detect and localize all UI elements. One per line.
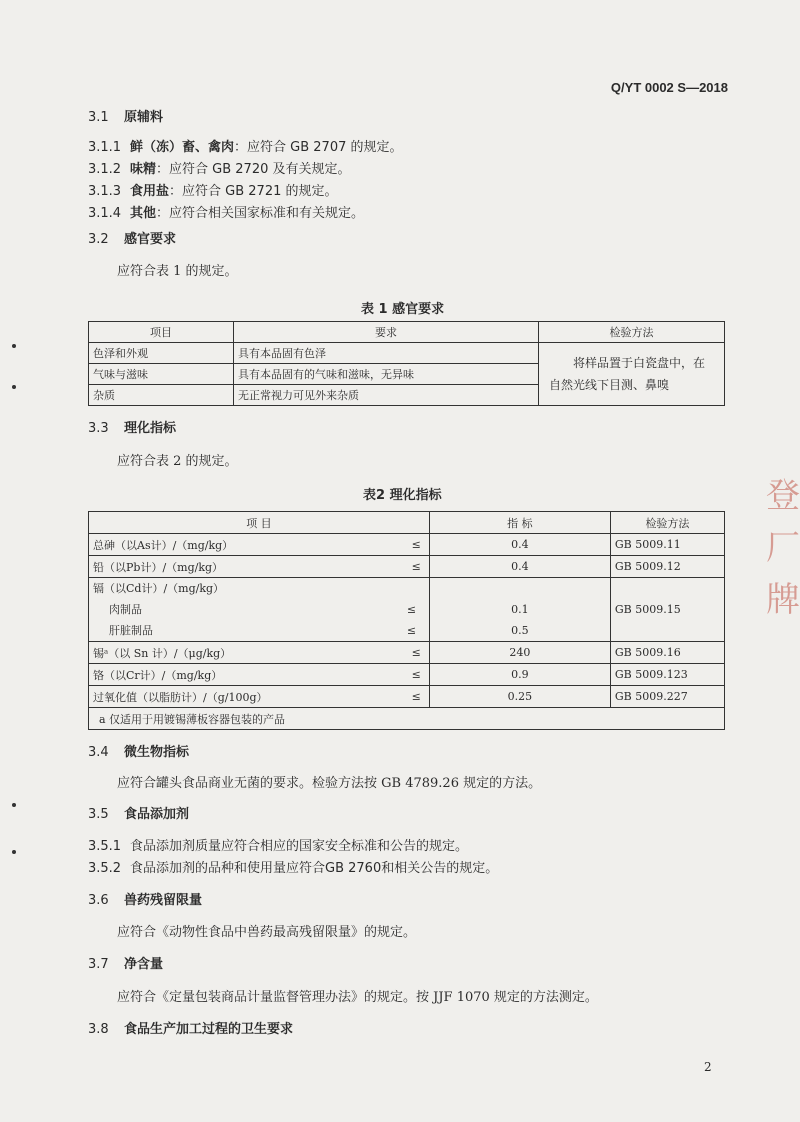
section-text: ：应符合相关国家标准和有关规定。 [156,206,365,221]
section-text: ：应符合 GB 2721 的规定。 [169,184,338,199]
section-3-5-heading [88,803,189,822]
section-number: 3.1.1 [88,140,122,155]
section-3-3-text: 应符合表 2 的规定。 [117,454,238,469]
section-title: 微生物指标 [124,745,190,760]
table-cell-method: GB 5009.12 [610,556,724,578]
table-cell-le: ≤ [403,664,430,686]
table-cell-method: GB 5009.123 [610,664,724,686]
table-row [89,343,725,364]
table-header-row [89,322,725,343]
table-cell-item: 杂质 [89,385,234,406]
table-row [89,686,725,708]
table-row [89,664,725,686]
sensory-table [88,321,725,406]
table-cell-le: ≤ [403,642,430,664]
section-number: 3.7 [88,957,109,972]
section-3-6-heading [88,889,202,908]
table-row [89,642,725,664]
section-3-1-4 [88,202,364,221]
section-number: 3.8 [88,1022,109,1037]
table-header: 检验方法 [539,322,725,343]
section-3-2-text: 应符合表 1 的规定。 [117,264,238,279]
red-seal-stamp [766,470,800,626]
binding-hole-mark [12,803,16,807]
section-title: 其他 [130,206,157,221]
section-3-4-heading [88,741,189,760]
section-title: 感官要求 [124,232,177,247]
section-3-3-heading [88,417,176,436]
section-3-7-text: 应符合《定量包装商品计量监督管理办法》的规定。按 JJF 1070 规定的方法测定。 [117,990,598,1005]
section-number: 3.1.4 [88,206,122,221]
section-number: 3.3 [88,421,109,436]
table-cell-cadmium-values [429,578,610,642]
table-cell-item: 铬（以Cr计）/（mg/kg） [89,664,403,686]
section-title: 鲜（冻）畜、禽肉 [130,140,235,155]
section-title: 净含量 [124,957,164,972]
section-3-5-1 [88,835,468,854]
table-cell-value: 0.25 [429,686,610,708]
table-cell-method: GB 5009.11 [610,534,724,556]
table-header: 项目 [89,322,234,343]
section-3-1-3 [88,180,338,199]
physicochemical-table [88,511,725,730]
table-cell-value: 0.4 [429,534,610,556]
cadmium-sub-liver [89,620,429,641]
table-cell-method: GB 5009.16 [610,642,724,664]
table-cell-method: GB 5009.227 [610,686,724,708]
section-title: 理化指标 [124,421,177,436]
table-cell-le: ≤ [403,534,430,556]
table-header: 项 目 [89,512,430,534]
table2-caption: 表2 理化指标 [363,488,442,503]
table-cell-requirement: 具有本品固有的气味和滋味，无异味 [234,364,539,385]
section-text: ：应符合 GB 2720 及有关规定。 [156,162,351,177]
section-title: 食品添加剂 [124,807,190,822]
section-3-7-heading [88,953,163,972]
section-number: 3.5 [88,807,109,822]
section-3-4-text: 应符合罐头食品商业无菌的要求。检验方法按 GB 4789.26 规定的方法。 [117,776,542,791]
section-number: 3.2 [88,232,109,247]
section-3-5-2 [88,857,498,876]
table-cell-requirement: 无正常视力可见外来杂质 [234,385,539,406]
sub-item: 肝脏制品 [109,624,153,637]
section-3-2-heading [88,228,176,247]
table-cell-value: 0.9 [429,664,610,686]
section-number: 3.6 [88,893,109,908]
value-meat: 0.1 [511,603,529,616]
table-cell-requirement: 具有本品固有色泽 [234,343,539,364]
binding-hole-mark [12,344,16,348]
section-title: 味精 [130,162,157,177]
section-title: 食用盐 [130,184,170,199]
section-number: 3.4 [88,745,109,760]
value-liver: 0.5 [511,624,529,637]
sub-item: 肉制品 [109,603,142,616]
table-cell-item: 总砷（以As计）/（mg/kg） [89,534,403,556]
section-text: 食品添加剂的品种和使用量应符合GB 2760和相关公告的规定。 [130,861,499,876]
section-3-1-1 [88,136,403,155]
section-number: 3.1.3 [88,184,122,199]
table-footnote-row [89,708,725,730]
sub-le: ≤ [406,603,417,616]
section-number: 3.1 [88,110,109,125]
table-footnote: a 仅适用于用镀锡薄板容器包装的产品 [89,708,725,730]
table-cell-item: 锡ᵃ（以 Sn 计）/（μg/kg） [89,642,403,664]
page-number: 2 [704,1060,712,1074]
section-title: 食品生产加工过程的卫生要求 [124,1022,294,1037]
table-cell-item: 色泽和外观 [89,343,234,364]
table-cell-value: 0.4 [429,556,610,578]
table1-caption: 表 1 感官要求 [361,302,445,317]
binding-hole-mark [12,850,16,854]
table-row-cadmium [89,578,725,642]
table-cell-item: 过氧化值（以脂肪计）/（g/100g） [89,686,403,708]
sub-le: ≤ [406,624,417,637]
table-cell-cadmium [89,578,430,642]
section-3-6-text: 应符合《动物性食品中兽药最高残留限量》的规定。 [117,925,417,940]
table-cell-item: 气味与滋味 [89,364,234,385]
standard-code: Q/YT 0002 S—2018 [610,80,728,95]
table-header: 指 标 [429,512,610,534]
cadmium-sub-meat [89,599,429,620]
binding-hole-mark [12,385,16,389]
table-header-row [89,512,725,534]
section-title: 兽药残留限量 [124,893,203,908]
section-number: 3.1.2 [88,162,122,177]
table-cell-value: 240 [429,642,610,664]
table-row [89,534,725,556]
section-3-1-heading [88,106,163,125]
section-number: 3.5.1 [88,839,122,854]
table-cell-method: GB 5009.15 [610,578,724,642]
section-text: 食品添加剂质量应符合相应的国家安全标准和公告的规定。 [130,839,469,854]
table-cell-le: ≤ [403,686,430,708]
section-title: 原辅料 [124,110,164,125]
section-3-8-heading [88,1018,293,1037]
table-cell-le: ≤ [403,556,430,578]
stamp-text: 登 厂 牌 [766,476,800,620]
table-header: 检验方法 [610,512,724,534]
section-text: ：应符合 GB 2707 的规定。 [234,140,403,155]
table-row [89,556,725,578]
table-cell-method: 将样品置于白瓷盘中，在自然光线下目测、鼻嗅 [539,343,725,406]
section-number: 3.5.2 [88,861,122,876]
section-3-1-2 [88,158,351,177]
cadmium-item: 镉（以Cd计）/（mg/kg） [93,582,225,595]
table-cell-item: 铅（以Pb计）/（mg/kg） [89,556,403,578]
table-header: 要求 [234,322,539,343]
